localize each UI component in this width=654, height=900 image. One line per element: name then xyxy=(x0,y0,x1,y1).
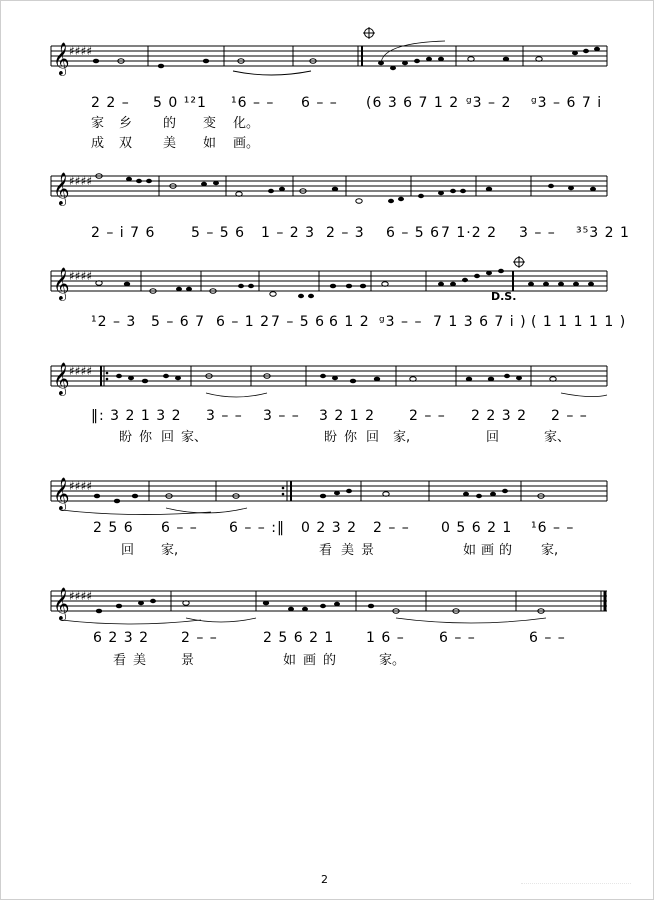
jianpu-measure: 6 – – xyxy=(529,630,566,646)
lyric: 回 xyxy=(161,430,175,445)
svg-text:♯♯♯♯: ♯♯♯♯ xyxy=(69,589,93,603)
jianpu-measure: 5 – 6 7 xyxy=(151,314,206,330)
jianpu-row-3 xyxy=(1,312,654,334)
lyric: 美 xyxy=(133,653,147,668)
lyric: 如 xyxy=(463,543,477,558)
jianpu-measure: ¹2 – 3 xyxy=(91,314,137,330)
lyric: 回 xyxy=(366,430,380,445)
lyric: 画 xyxy=(303,653,317,668)
lyric: 化。 xyxy=(233,116,260,131)
jianpu-measure: 7 1 3 6 7 i ) xyxy=(433,314,527,330)
jianpu-measure: 2 – i 7 6 xyxy=(91,225,156,241)
treble-clef-icon: 𝄞 xyxy=(53,42,70,75)
lyric: 家, xyxy=(393,430,411,445)
svg-text:♯♯♯♯: ♯♯♯♯ xyxy=(69,479,93,493)
lyric: 家、 xyxy=(544,430,571,445)
jianpu-measure: ᵍ3 – 2 xyxy=(466,95,512,111)
jianpu-measure: (6 3 6 7 1 2 xyxy=(366,95,460,111)
lyric: 如 xyxy=(203,136,217,151)
staff-1 xyxy=(1,1,654,81)
treble-clef-icon: 𝄞 xyxy=(53,172,70,205)
lyric: 家。 xyxy=(379,653,406,668)
jianpu-measure: 7 1·2 2 xyxy=(441,225,497,241)
svg-text:♯♯♯♯: ♯♯♯♯ xyxy=(69,174,93,188)
lyric: 家、 xyxy=(181,430,208,445)
jianpu-measure: 5 – 5 6 xyxy=(191,225,246,241)
jianpu-measure: ᵍ3 – 6 7 i xyxy=(531,95,603,111)
lyric: 看 xyxy=(319,543,333,558)
ds-label: D.S. xyxy=(491,290,517,303)
staff-2 xyxy=(1,161,654,221)
treble-clef-icon: 𝄞 xyxy=(53,267,70,300)
lyric: 回 xyxy=(121,543,135,558)
lyric: 回 xyxy=(486,430,500,445)
jianpu-measure: ( 1 1 1 1 1 ) xyxy=(531,314,627,330)
jianpu-measure: 6 – – :‖ xyxy=(229,520,285,536)
jianpu-measure: ᵍ3 – – xyxy=(379,314,423,330)
jianpu-measure: 2 – – xyxy=(551,408,588,424)
jianpu-measure: 2 – – xyxy=(373,520,410,536)
jianpu-measure: 3 2 1 2 xyxy=(319,408,375,424)
svg-text:♯♯♯♯: ♯♯♯♯ xyxy=(69,269,93,283)
lyric: 双 xyxy=(119,136,133,151)
lyric: 如 xyxy=(283,653,297,668)
lyric: 家, xyxy=(541,543,559,558)
lyric: 景 xyxy=(181,653,195,668)
staff-3 xyxy=(1,256,654,316)
staff-4 xyxy=(1,351,654,411)
jianpu-measure: 3 – – xyxy=(519,225,556,241)
lyric: 的 xyxy=(499,543,513,558)
jianpu-measure: 2 – – xyxy=(181,630,218,646)
jianpu-measure: ‖: 3 2 1 3 2 xyxy=(91,408,182,424)
lyric: 画 xyxy=(481,543,495,558)
jianpu-measure: 6 – 1 2 xyxy=(216,314,271,330)
lyric: 画。 xyxy=(233,136,260,151)
treble-clef-icon: 𝄞 xyxy=(53,587,70,620)
lyrics-row-1b xyxy=(1,135,654,153)
jianpu-measure: ³⁵3 2 1 xyxy=(576,225,630,241)
jianpu-measure: 6 2 3 2 xyxy=(93,630,149,646)
lyric: 盼 xyxy=(324,430,338,445)
staff-6 xyxy=(1,576,654,636)
lyrics-row-1a xyxy=(1,115,654,133)
svg-text:♯♯♯♯: ♯♯♯♯ xyxy=(69,364,93,378)
jianpu-row-6 xyxy=(1,628,654,650)
lyric: 乡 xyxy=(119,116,133,131)
jianpu-measure: 6 – – xyxy=(161,520,198,536)
jianpu-measure: 6 – – xyxy=(301,95,338,111)
jianpu-measure: 2 2 3 2 xyxy=(471,408,527,424)
lyric: 的 xyxy=(323,653,337,668)
lyric: 的 xyxy=(163,116,177,131)
page-number: 2 xyxy=(321,873,328,886)
jianpu-measure: 1 6 – xyxy=(366,630,405,646)
jianpu-measure: 2 5 6 2 1 xyxy=(263,630,335,646)
lyric: 成 xyxy=(91,136,105,151)
jianpu-measure: 6 – 5 6 xyxy=(386,225,441,241)
jianpu-measure: ¹6 – – xyxy=(531,520,575,536)
jianpu-measure: 2 2 – xyxy=(91,95,130,111)
lyrics-row-4 xyxy=(1,429,654,447)
lyric: 看 xyxy=(113,653,127,668)
lyric: 美 xyxy=(163,136,177,151)
jianpu-measure: 7 – 5 6 xyxy=(271,314,326,330)
jianpu-row-2 xyxy=(1,223,654,245)
jianpu-measure: 5 0 ¹²1 xyxy=(153,95,207,111)
lyric: 景 xyxy=(361,543,375,558)
lyric: 盼 xyxy=(119,430,133,445)
jianpu-row-4 xyxy=(1,406,654,428)
jianpu-measure: 3 – – xyxy=(206,408,243,424)
jianpu-measure: 3 – – xyxy=(263,408,300,424)
jianpu-measure: 6 1 2 xyxy=(329,314,370,330)
staff-5 xyxy=(1,466,654,526)
lyrics-row-5 xyxy=(1,542,654,560)
watermark xyxy=(521,873,631,884)
lyric: 你 xyxy=(139,430,153,445)
jianpu-measure: 6 – – xyxy=(439,630,476,646)
treble-clef-icon: 𝄞 xyxy=(53,477,70,510)
lyrics-row-6 xyxy=(1,652,654,670)
jianpu-measure: 2 – – xyxy=(409,408,446,424)
jianpu-measure: 2 5 6 xyxy=(93,520,134,536)
lyric: 家, xyxy=(161,543,179,558)
treble-clef-icon: 𝄞 xyxy=(53,362,70,395)
lyric: 家 xyxy=(91,116,105,131)
lyric: 变 xyxy=(203,116,217,131)
jianpu-measure: 0 2 3 2 xyxy=(301,520,357,536)
lyric: 美 xyxy=(341,543,355,558)
jianpu-measure: 0 5 6 2 1 xyxy=(441,520,513,536)
jianpu-row-1 xyxy=(1,93,654,115)
svg-text:♯♯♯♯: ♯♯♯♯ xyxy=(69,44,93,58)
lyric: 你 xyxy=(344,430,358,445)
jianpu-measure: ¹6 – – xyxy=(231,95,275,111)
jianpu-measure: 1 – 2 3 xyxy=(261,225,316,241)
jianpu-measure: 2 – 3 xyxy=(326,225,365,241)
jianpu-row-5 xyxy=(1,518,654,540)
